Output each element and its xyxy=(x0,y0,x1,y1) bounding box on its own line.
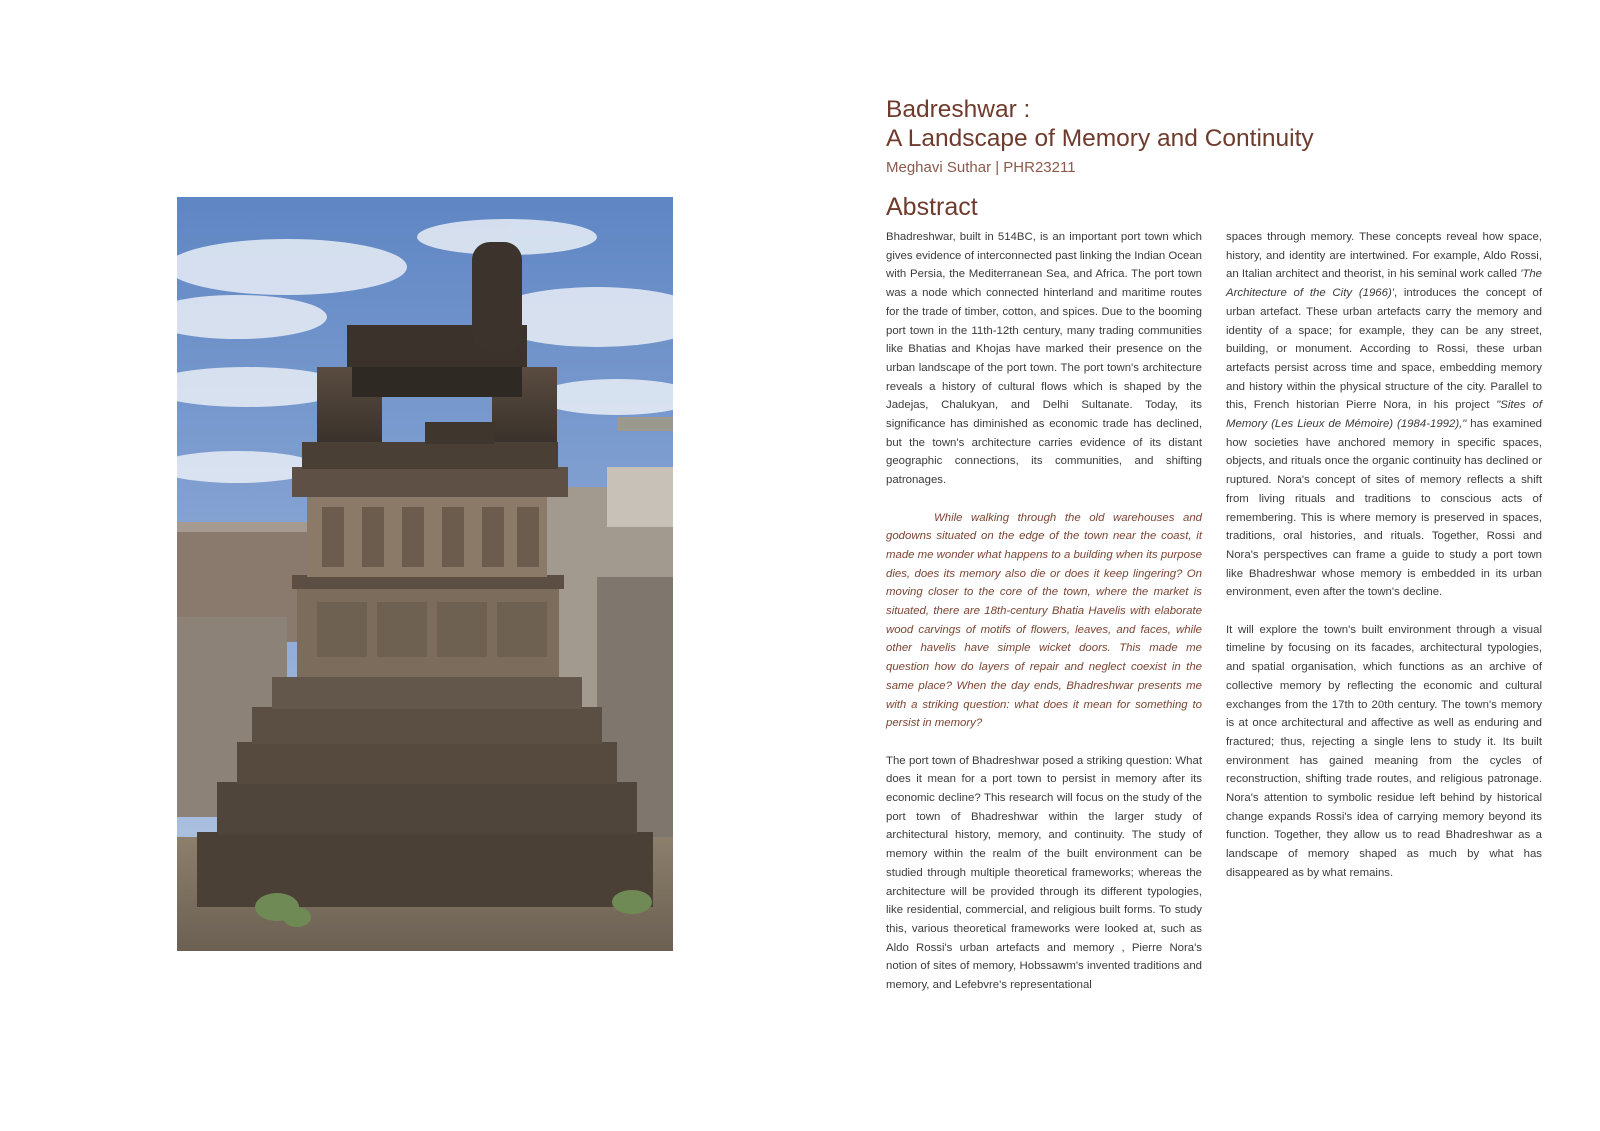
title-line-2: A Landscape of Memory and Continuity xyxy=(886,125,1314,152)
document-title xyxy=(886,95,1566,153)
paragraph-4-text-b: , introduces the concept of urban artefact. These urban artefacts carry the memory and identity of a space; for example, they can be any street, building, or monument. According to Rossi, these urban artefacts persist across time and space, embedding memory and history within the physical structure of the city. Parallel to this, French historian Pierre Nora, in his project xyxy=(1226,287,1542,412)
abstract-column-1 xyxy=(886,228,1202,1013)
abstract-paragraph-1: Bhadreshwar, built in 514BC, is an important port town which gives evidence of interconnected past linking the Indian Ocean with Persia, the Mediterranean Sea, and Africa. The port town was a node which connected hinterland and maritime routes for the trade of timber, cotton, and spices. Due to the booming port town in the 11th-12th century, many trading communities like Bhatias and Khojas have marked their presence on the urban landscape of the port town. The port town's architecture reveals a history of cultural flows which is shaped by the Jadejas, Chalukyan, and Delhi Sultanate. Today, its significance has diminished as economic trade has declined, but the town's architecture carries evidence of its distant geographic connections, its communities, and shifting patronages. xyxy=(886,231,1202,487)
shrine-photo xyxy=(177,197,673,951)
title-line-1: Badreshwar : xyxy=(886,96,1031,123)
author-line: Meghavi Suthar | PHR23211 xyxy=(886,159,1076,176)
title-block xyxy=(886,95,1566,178)
paragraph-4-text-c: has examined how societies have anchored memory in specific spaces, objects, and rituals once the organic continuity has declined or ruptured. Nora's concept of sites of memory reflects a shift from living rituals and traditions to conscious acts of remembering. This is where memory is preserved in spaces, traditions, oral histories, and rituals. Together, Rossi and Nora's perspectives can frame a guide to study a port town like Bhadreshwar whose memory is embedded in its urban environment, even after the town's decline. xyxy=(1226,418,1542,599)
paragraph-4-text-a: spaces through memory. These concepts reveal how space, history, and identity are intertwined. For example, Aldo Rossi, an Italian architect and theorist, in his seminal work called xyxy=(1226,231,1542,281)
nora-project-title: "Sites of Memory (Les Lieux de Mémoire) (1984-1992)," xyxy=(1226,399,1542,431)
abstract-paragraph-3: The port town of Bhadreshwar posed a striking question: What does it mean for a port town to persist in memory after its economic decline? This research will focus on the study of the port town of Bhadreshwar within the larger study of architectural history, memory, and continuity. The study of memory within the realm of the built environment can be studied through multiple theoretical frameworks; whereas the architecture will be provided through its different typologies, like residential, commercial, and religious built forms. To study this, various theoretical frameworks were looked at, such as Aldo Rossi's urban artefacts and memory , Pierre Nora's notion of sites of memory, Hobssawm's invented traditions and memory, and Lefebvre's representational xyxy=(886,754,1202,992)
reflection-quote: While walking through the old warehouses and godowns situated on the edge of the town near the coast, it made me wonder what happens to a building when its purpose dies, does its memory also die or does it keep lingering? On moving closer to the core of the town, where the market is situated, there are 18th-century Bhatia Havelis with elaborate wood carvings of motifs of flowers, leaves, and faces, while other havelis have simple wicket doors. This made me question how do layers of repair and neglect coexist in the same place? When the day ends, Bhadreshwar presents me with a striking question: what does it mean for something to persist in memory? xyxy=(886,511,1202,730)
stone-shrine-illustration xyxy=(177,197,673,951)
abstract-paragraph-5: It will explore the town's built environment through a visual timeline by focusing on its facades, architectural typologies, and spatial organisation, which functions as an archive of collective memory by reflecting the economic and cultural exchanges from the 17th to 20th century. The town's memory is at once architectural and affective as well as enduring and fractured; thus, rejecting a single lens to study it. Its built environment has gained meaning from the cycles of reconstruction, shifting trade routes, and religious patronage. Nora's attention to symbolic residue left behind by historical change expands Rossi's idea of carrying memory beyond its function. Together, they allow us to read Bhadreshwar as a landscape of memory shaped as much by what has disappeared as by what remains. xyxy=(1226,623,1542,879)
abstract-heading: Abstract xyxy=(886,193,978,221)
rossi-work-title: 'The Architecture of the City (1966)' xyxy=(1226,268,1542,300)
abstract-paragraph-4 xyxy=(1226,228,1542,602)
abstract-column-2 xyxy=(1226,228,1542,901)
